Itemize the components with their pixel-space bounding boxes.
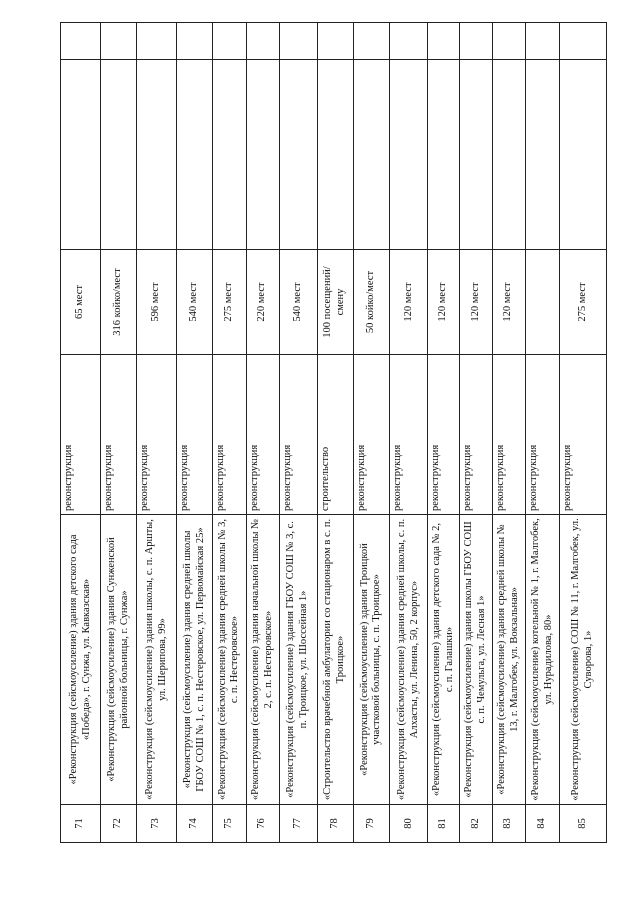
empty-cell: [177, 60, 213, 250]
row-number: 72: [101, 805, 137, 843]
work-type: реконструкция: [390, 355, 428, 515]
table-row: [279, 23, 317, 843]
empty-cell: [460, 23, 493, 60]
row-number: 79: [353, 805, 390, 843]
empty-cell: [428, 60, 460, 250]
capacity: 120 мест: [492, 250, 525, 355]
table-row: [61, 23, 101, 843]
table-row: [177, 23, 213, 843]
empty-cell: [61, 60, 101, 250]
rotated-page: [60, 23, 607, 843]
work-type: реконструкция: [525, 355, 560, 515]
objects-table: [60, 22, 607, 843]
empty-cell: [560, 23, 607, 60]
row-number: 74: [177, 805, 213, 843]
table-row: [353, 23, 390, 843]
empty-cell: [137, 23, 177, 60]
object-name: «Реконструкция (сейсмоусиление) здания ГБОУ СОШ № 3, с. п. Троицкое, ул. Шоссейная 1»: [279, 515, 317, 805]
empty-cell: [353, 60, 390, 250]
empty-cell: [428, 23, 460, 60]
empty-cell: [525, 60, 560, 250]
object-name: «Реконструкция (сейсмоусиление) котельной № 1, г. Малгобек, ул. Нурадилова, 80»: [525, 515, 560, 805]
row-number: 84: [525, 805, 560, 843]
work-type: реконструкция: [560, 355, 607, 515]
empty-cell: [390, 23, 428, 60]
object-name: «Реконструкция (сейсмоусиление) здания Троицкой участковой больницы, с. п. Троицкое»: [353, 515, 390, 805]
capacity: 65 мест: [61, 250, 101, 355]
row-number: 73: [137, 805, 177, 843]
empty-cell: [353, 23, 390, 60]
empty-cell: [317, 23, 353, 60]
work-type: реконструкция: [213, 355, 247, 515]
object-name: «Строительство врачебной амбулатории со стационаром в с. п. Троицкое»: [317, 515, 353, 805]
table-row: [492, 23, 525, 843]
empty-cell: [101, 60, 137, 250]
capacity: 540 мест: [279, 250, 317, 355]
table-row: [246, 23, 279, 843]
work-type: реконструкция: [428, 355, 460, 515]
capacity: 120 мест: [428, 250, 460, 355]
empty-cell: [525, 23, 560, 60]
work-type: реконструкция: [353, 355, 390, 515]
object-name: «Реконструкция (сейсмоусиление) здания средней школы, с. п. Алхасты, ул. Ленина, 50, 2 корпус»: [390, 515, 428, 805]
table-row: [213, 23, 247, 843]
object-name: «Реконструкция (сейсмоусиление) здания школы, с. п. Аршты, ул. Шерипова, 99»: [137, 515, 177, 805]
table-row: [137, 23, 177, 843]
work-type: реконструкция: [460, 355, 493, 515]
capacity: 540 мест: [177, 250, 213, 355]
empty-cell: [492, 23, 525, 60]
work-type: реконструкция: [137, 355, 177, 515]
object-name: «Реконструкция (сейсмоусиление) здания Сунженской районной больницы, г. Сунжа»: [101, 515, 137, 805]
empty-cell: [390, 60, 428, 250]
empty-cell: [101, 23, 137, 60]
row-number: 76: [246, 805, 279, 843]
empty-cell: [492, 60, 525, 250]
row-number: 83: [492, 805, 525, 843]
capacity: [525, 250, 560, 355]
table-row: [560, 23, 607, 843]
object-name: «Реконструкция (сейсмоусиление) здания детского сада «Победа», г. Сунжа, ул. Кавказская»: [61, 515, 101, 805]
row-number: 82: [460, 805, 493, 843]
capacity: 220 мест: [246, 250, 279, 355]
empty-cell: [213, 23, 247, 60]
capacity: 50 койко/мест: [353, 250, 390, 355]
capacity: 275 мест: [560, 250, 607, 355]
empty-cell: [177, 23, 213, 60]
work-type: строительство: [317, 355, 353, 515]
object-name: «Реконструкция (сейсмоусиление) здания средней школы ГБОУ СОШ № 1, с. п. Нестеровское, ул. Первомайская 25»: [177, 515, 213, 805]
capacity: 100 посещений/смену: [317, 250, 353, 355]
empty-cell: [317, 60, 353, 250]
object-name: «Реконструкция (сейсмоусиление) здания средней школы № 3, с. п. Нестеровское»: [213, 515, 247, 805]
table-row: [317, 23, 353, 843]
table-row: [101, 23, 137, 843]
capacity: 275 мест: [213, 250, 247, 355]
work-type: реконструкция: [61, 355, 101, 515]
empty-cell: [279, 60, 317, 250]
empty-cell: [560, 60, 607, 250]
capacity: 596 мест: [137, 250, 177, 355]
empty-cell: [213, 60, 247, 250]
empty-cell: [246, 60, 279, 250]
work-type: реконструкция: [246, 355, 279, 515]
empty-cell: [460, 60, 493, 250]
work-type: реконструкция: [101, 355, 137, 515]
empty-cell: [246, 23, 279, 60]
table-row: [525, 23, 560, 843]
object-name: «Реконструкция (сейсмоусиление) здания школы ГБОУ СОШ с. п. Чемульга, ул. Лесная 1»: [460, 515, 493, 805]
empty-cell: [137, 60, 177, 250]
empty-cell: [61, 23, 101, 60]
capacity: 120 мест: [460, 250, 493, 355]
row-number: 85: [560, 805, 607, 843]
row-number: 75: [213, 805, 247, 843]
work-type: реконструкция: [177, 355, 213, 515]
object-name: «Реконструкция (сейсмоусиление) СОШ № 11, г. Малгобек, ул. Суворова, 1»: [560, 515, 607, 805]
capacity: 316 койко/мест: [101, 250, 137, 355]
row-number: 71: [61, 805, 101, 843]
row-number: 78: [317, 805, 353, 843]
object-name: «Реконструкция (сейсмоусиление) здания детского сада № 2, с. п. Галашки»: [428, 515, 460, 805]
object-name: «Реконструкция (сейсмоусиление) здания начальной школы № 2, с. п. Нестеровское»: [246, 515, 279, 805]
table-row: [428, 23, 460, 843]
capacity: 120 мест: [390, 250, 428, 355]
row-number: 80: [390, 805, 428, 843]
table-row: [390, 23, 428, 843]
row-number: 77: [279, 805, 317, 843]
empty-cell: [279, 23, 317, 60]
table-row: [460, 23, 493, 843]
object-name: «Реконструкция (сейсмоусиление) здания средней школы № 13, г. Малгобек, ул. Вокзальная»: [492, 515, 525, 805]
work-type: реконструкция: [279, 355, 317, 515]
work-type: реконструкция: [492, 355, 525, 515]
row-number: 81: [428, 805, 460, 843]
